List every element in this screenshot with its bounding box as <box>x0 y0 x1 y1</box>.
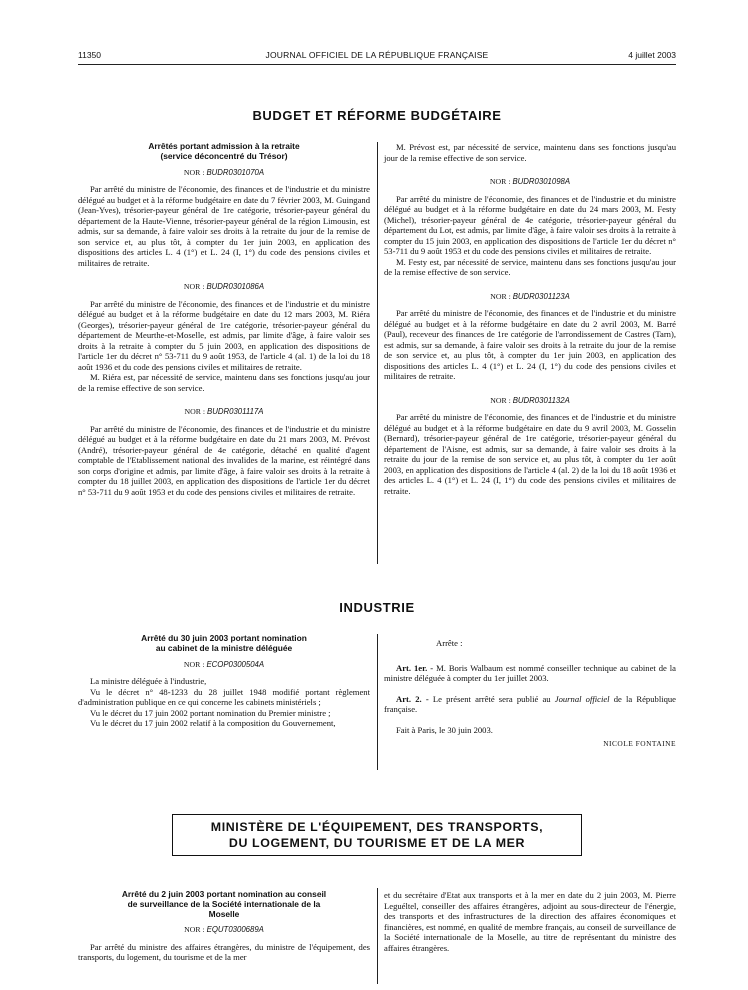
nor-code: EQUT0300689A <box>206 925 264 935</box>
nor-line: NOR : ECOP0300504A <box>183 659 265 669</box>
nor-code: ECOP0300504A <box>206 659 265 669</box>
budget-left-column <box>78 142 370 497</box>
decree-paragraph: Par arrêté du ministre de l'économie, des finances et de l'industrie et du ministre délégué au budget et à la réforme budgétaire en date du 24 mars 2003, M. Festy (Michel), trésorier-payeur général de 4e catégorie, trésorier-payeur général du département du Lot, est admis, par limite d'âge, à faire valoir ses droits à la retraite à compter du 15 juin 2003, en application des dispositions de l'article 1er du décret n° 53-711 du 9 août 1953 et du code des pensions civiles et militaires de retraite. <box>384 193 676 256</box>
nor-code: BUDR0301070A <box>206 167 265 177</box>
nor-line: NOR : EQUT0300689A <box>184 925 264 935</box>
section-title-equipement <box>172 814 582 856</box>
article-2: Art. 2. - Le présent arrêté sera publié au Journal officiel de la République française. <box>384 693 676 714</box>
nor-code: BUDR0301132A <box>512 395 570 405</box>
column-divider <box>377 142 378 564</box>
section-title-budget: BUDGET ET RÉFORME BUDGÉTAIRE <box>252 108 502 123</box>
nor-line: NOR : BUDR0301123A <box>490 291 570 301</box>
nor-line: NOR : BUDR0301132A <box>490 395 570 405</box>
page-header <box>78 50 676 64</box>
nor-code: BUDR0301086A <box>206 282 265 292</box>
decree-paragraph: Par arrêté du ministre de l'économie, des finances et de l'industrie et du ministre délégué au budget et à la réforme budgétaire en date du 12 mars 2003, M. Riéra (Georges), trésorier-payeur général de 1re catégorie, trésorier-payeur général du département de Meurthe-et-Moselle, est admis, par limite d'âge, à faire valoir ses droits à la retraite à compter du 5 juin 2003, en application des dispositions de l'article 1er du décret n° 53-711 du 9 août 1953, de l'article 4 (al. 1) de la loi du 18 août 1936 et du code des pensions civiles et militaires de retraite. <box>78 298 370 372</box>
budget-heading-1: Arrêtés portant admission à la retraite <box>148 141 300 151</box>
decree-paragraph: M. Festy est, par nécessité de service, maintenu dans ses fonctions jusqu'au jour de la remise effective de son service. <box>384 256 676 277</box>
equipement-heading-1: Arrêté du 2 juin 2003 portant nomination au conseil <box>121 889 327 899</box>
equipement-heading-2: de surveillance de la Société internationale de la <box>127 898 321 909</box>
signature: NICOLE FONTAINE <box>603 739 676 748</box>
nor-line: NOR : BUDR0301070A <box>183 167 265 177</box>
column-divider <box>377 634 378 770</box>
budget-heading-2: (service déconcentré du Trésor) <box>160 150 288 161</box>
decree-paragraph: Par arrêté du ministre de l'économie, des finances et de l'industrie et du ministre délégué au budget et à la réforme budgétaire en date du 2 avril 2003, M. Barré (Paul), receveur des finances de 1re catégorie de l'arrondissement de Castres (Tarn), est admis, sur sa demande, à faire valoir ses droits à la retraite du jour de la remise de son service et, au plus tôt, à compter du 1er juin 2003, en application des dispositions des articles L. 4 (1°) et L. 24 (I, 1°) du code des pensions civiles et militaires de retraite. <box>384 308 676 381</box>
decree-paragraph: Par arrêté du ministre de l'économie, des finances et de l'industrie et du ministre délégué au budget et à la réforme budgétaire en date du 7 février 2003, M. Guingand (Jean-Yves), trésorier-payeur général de 1re catégorie, trésorier-payeur général du département de la Haute-Vienne, trésorier-payeur général de la région Limousin, est admis, sur sa demande, à faire valoir ses droits à la retraite du jour de la remise de son service et, au plus tôt, à compter du 1er juin 2003, en application des dispositions des articles L. 4 (1°) et L. 24 (I, 1°) du code des pensions civiles et militaires de retraite. <box>78 184 370 268</box>
nor-line: NOR : BUDR0301086A <box>183 282 265 292</box>
page-number: 11350 <box>78 50 102 60</box>
industrie-heading-2: au cabinet de la ministre déléguée <box>155 642 293 653</box>
equipement-right-column <box>384 890 676 953</box>
industrie-heading-1: Arrêté du 30 juin 2003 portant nomination <box>141 633 307 643</box>
decree-paragraph: Vu le décret n° 48-1233 du 28 juillet 1948 modifié portant règlement d'administration publique en ce qui concerne les cabinets ministériels ; <box>78 686 370 708</box>
nor-line: NOR : BUDR0301117A <box>184 407 264 417</box>
decree-paragraph: Par arrêté du ministre de l'économie, des finances et de l'industrie et du ministre délégué au budget et à la réforme budgétaire en date du 21 mars 2003, M. Prévost (André), trésorier-payeur général de 4e catégorie, détaché en qualité d'agent comptable de l'Etablissement national des invalides de la marine, est réintégré dans son corps d'origine et admis, par limite d'âge, à faire valoir ses droits à la retraite à compter du 18 juillet 2003, en application des dispositions de l'article 1er du décret n° 53-711 du 9 août 1953 et du code des pensions civiles et militaires de retraite. <box>78 423 370 497</box>
column-divider <box>377 888 378 984</box>
decree-paragraph: et du secrétaire d'Etat aux transports et à la mer en date du 2 juin 2003, M. Pierre Leguéltel, conseiller des affaires étrangères, adjoint au sous-directeur de l'énergie, des transports et des infrastructures de la direction des affaires économiques et financières, est nommé, en qualité de membre français, au conseil de surveillance de la Société internationale de la Moselle, au titre de représentant du ministre des affaires étrangères. <box>384 890 676 953</box>
decree-paragraph: Vu le décret du 17 juin 2002 portant nomination du Premier ministre ; <box>90 707 331 718</box>
decree-paragraph: M. Prévost est, par nécessité de service, maintenu dans ses fonctions jusqu'au jour de la remise effective de son service. <box>384 142 676 163</box>
equipement-left-column <box>78 890 370 963</box>
decree-paragraph: Par arrêté du ministre de l'économie, des finances et de l'industrie et du ministre délégué au budget et à la réforme budgétaire en date du 9 avril 2003, M. Gosselin (Bernard), trésorier-payeur général de 1re catégorie, trésorier-payeur général du département de l'Aisne, est admis, sur sa demande, à faire valoir ses droits à la retraite du jour de la remise de son service et, au plus tôt, à compter du 1er août 2003, en application des dispositions de l'article 4 (al. 2) de la loi du 18 août 1936 et des articles L. 4 (1°) et L. 24 (I, 1°) du code des pensions civiles et militaires de retraite. <box>384 412 676 496</box>
journal-title: JOURNAL OFFICIEL DE LA RÉPUBLIQUE FRANÇAISE <box>265 50 489 60</box>
issue-date: 4 juillet 2003 <box>628 50 676 60</box>
decree-paragraph: Par arrêté du ministre des affaires étrangères, du ministre de l'équipement, des transports, du logement, du tourisme et de la mer <box>78 941 370 963</box>
article-1-label: Art. 1er. - <box>396 662 434 673</box>
article-2-label: Art. 2. - <box>396 693 429 704</box>
arrete-label: Arrête : <box>436 638 463 648</box>
equipement-heading-3: Moselle <box>208 908 240 919</box>
budget-right-column <box>384 142 676 496</box>
nor-code: BUDR0301117A <box>207 407 264 417</box>
industrie-left-column <box>78 634 370 729</box>
decree-paragraph: Vu le décret du 17 juin 2002 relatif à la composition du Gouvernement, <box>90 718 336 729</box>
nor-code: BUDR0301098A <box>512 177 571 186</box>
nor-code: BUDR0301123A <box>512 291 570 301</box>
nor-line: NOR : BUDR0301098A <box>489 177 571 186</box>
decree-paragraph: M. Riéra est, par nécessité de service, maintenu dans ses fonctions jusqu'au jour de la remise effective de son service. <box>78 372 370 393</box>
equipement-title-line-1: MINISTÈRE DE L'ÉQUIPEMENT, DES TRANSPORTS, <box>210 820 544 834</box>
header-rule <box>78 64 676 65</box>
equipement-title-line-2: DU LOGEMENT, DU TOURISME ET DE LA MER <box>228 836 526 850</box>
industrie-right-column <box>384 638 676 750</box>
decree-paragraph: La ministre déléguée à l'industrie, <box>90 676 207 687</box>
article-1: Art. 1er. - M. Boris Walbaum est nommé conseiller technique au cabinet de la ministre déléguée à compter du 1er juillet 2003. <box>384 662 676 683</box>
fait-line: Fait à Paris, le 30 juin 2003. <box>396 724 493 735</box>
section-title-industrie: INDUSTRIE <box>339 600 415 615</box>
